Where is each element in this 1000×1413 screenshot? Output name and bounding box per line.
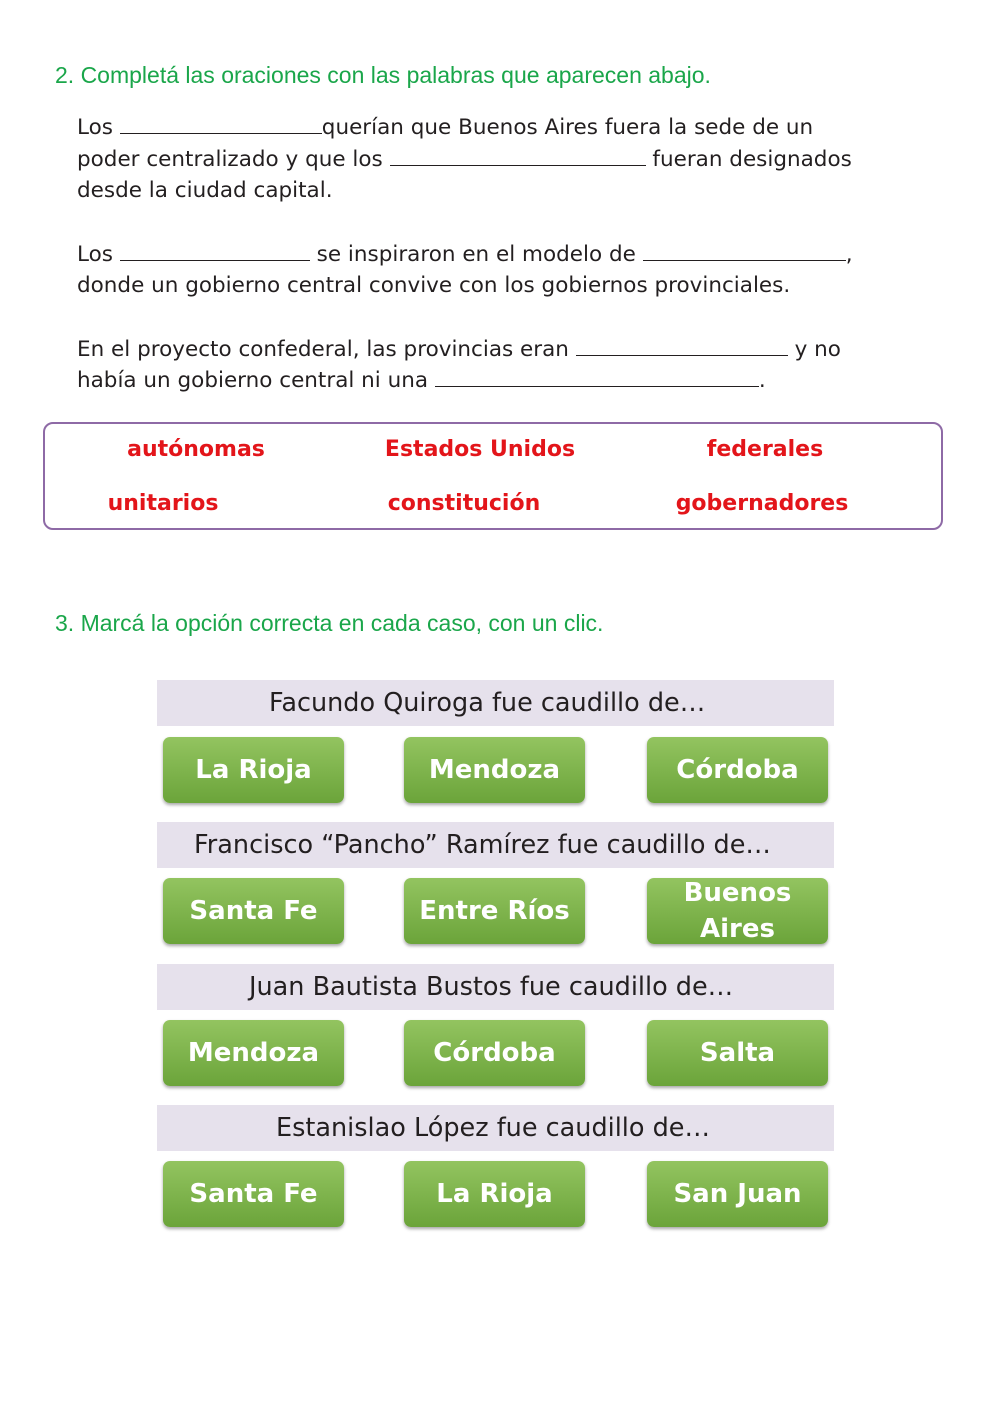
- question-prompt: Facundo Quiroga fue caudillo de…: [157, 680, 834, 726]
- option-button[interactable]: Salta: [647, 1020, 828, 1086]
- question-prompt: Francisco “Pancho” Ramírez fue caudillo de…: [157, 822, 834, 868]
- option-button[interactable]: La Rioja: [404, 1161, 585, 1227]
- option-button[interactable]: Mendoza: [404, 737, 585, 803]
- sentences: [77, 112, 957, 429]
- sentence-1: Los querían que Buenos Aires fuera la sede de un poder centralizado y que los fueran designados desde la ciudad capital.: [77, 115, 852, 203]
- blank-2[interactable]: [390, 145, 646, 166]
- blank-4[interactable]: [643, 240, 846, 261]
- option-button[interactable]: Entre Ríos: [404, 878, 585, 944]
- word-bank-item[interactable]: unitarios: [107, 491, 219, 516]
- option-button[interactable]: San Juan: [647, 1161, 828, 1227]
- blank-6[interactable]: [435, 366, 759, 387]
- blank-3[interactable]: [120, 240, 310, 261]
- sentence-3: En el proyecto confederal, las provincias eran y no había un gobierno central ni una .: [77, 336, 841, 393]
- option-button[interactable]: La Rioja: [163, 737, 344, 803]
- word-bank-item[interactable]: federales: [706, 437, 824, 462]
- blank-5[interactable]: [576, 335, 788, 356]
- word-bank-item[interactable]: constitución: [387, 491, 541, 516]
- word-bank: [43, 422, 943, 530]
- option-button[interactable]: Córdoba: [647, 737, 828, 803]
- option-button[interactable]: Córdoba: [404, 1020, 585, 1086]
- question-prompt: Juan Bautista Bustos fue caudillo de…: [157, 964, 834, 1010]
- sentence-2: Los se inspiraron en el modelo de , donde un gobierno central convive con los gobiernos provinciales.: [77, 241, 853, 298]
- section-2-heading: 2. Completá las oraciones con las palabras que aparecen abajo.: [55, 62, 711, 88]
- word-bank-item[interactable]: Estados Unidos: [384, 437, 576, 462]
- word-bank-item[interactable]: gobernadores: [675, 491, 849, 516]
- option-button[interactable]: Santa Fe: [163, 1161, 344, 1227]
- option-button[interactable]: Buenos Aires: [647, 878, 828, 944]
- option-button[interactable]: Santa Fe: [163, 878, 344, 944]
- blank-1[interactable]: [120, 113, 322, 134]
- word-bank-item[interactable]: autónomas: [127, 437, 265, 462]
- option-button[interactable]: Mendoza: [163, 1020, 344, 1086]
- section-3-heading: 3. Marcá la opción correcta en cada caso, con un clic.: [55, 610, 604, 636]
- question-prompt: Estanislao López fue caudillo de…: [157, 1105, 834, 1151]
